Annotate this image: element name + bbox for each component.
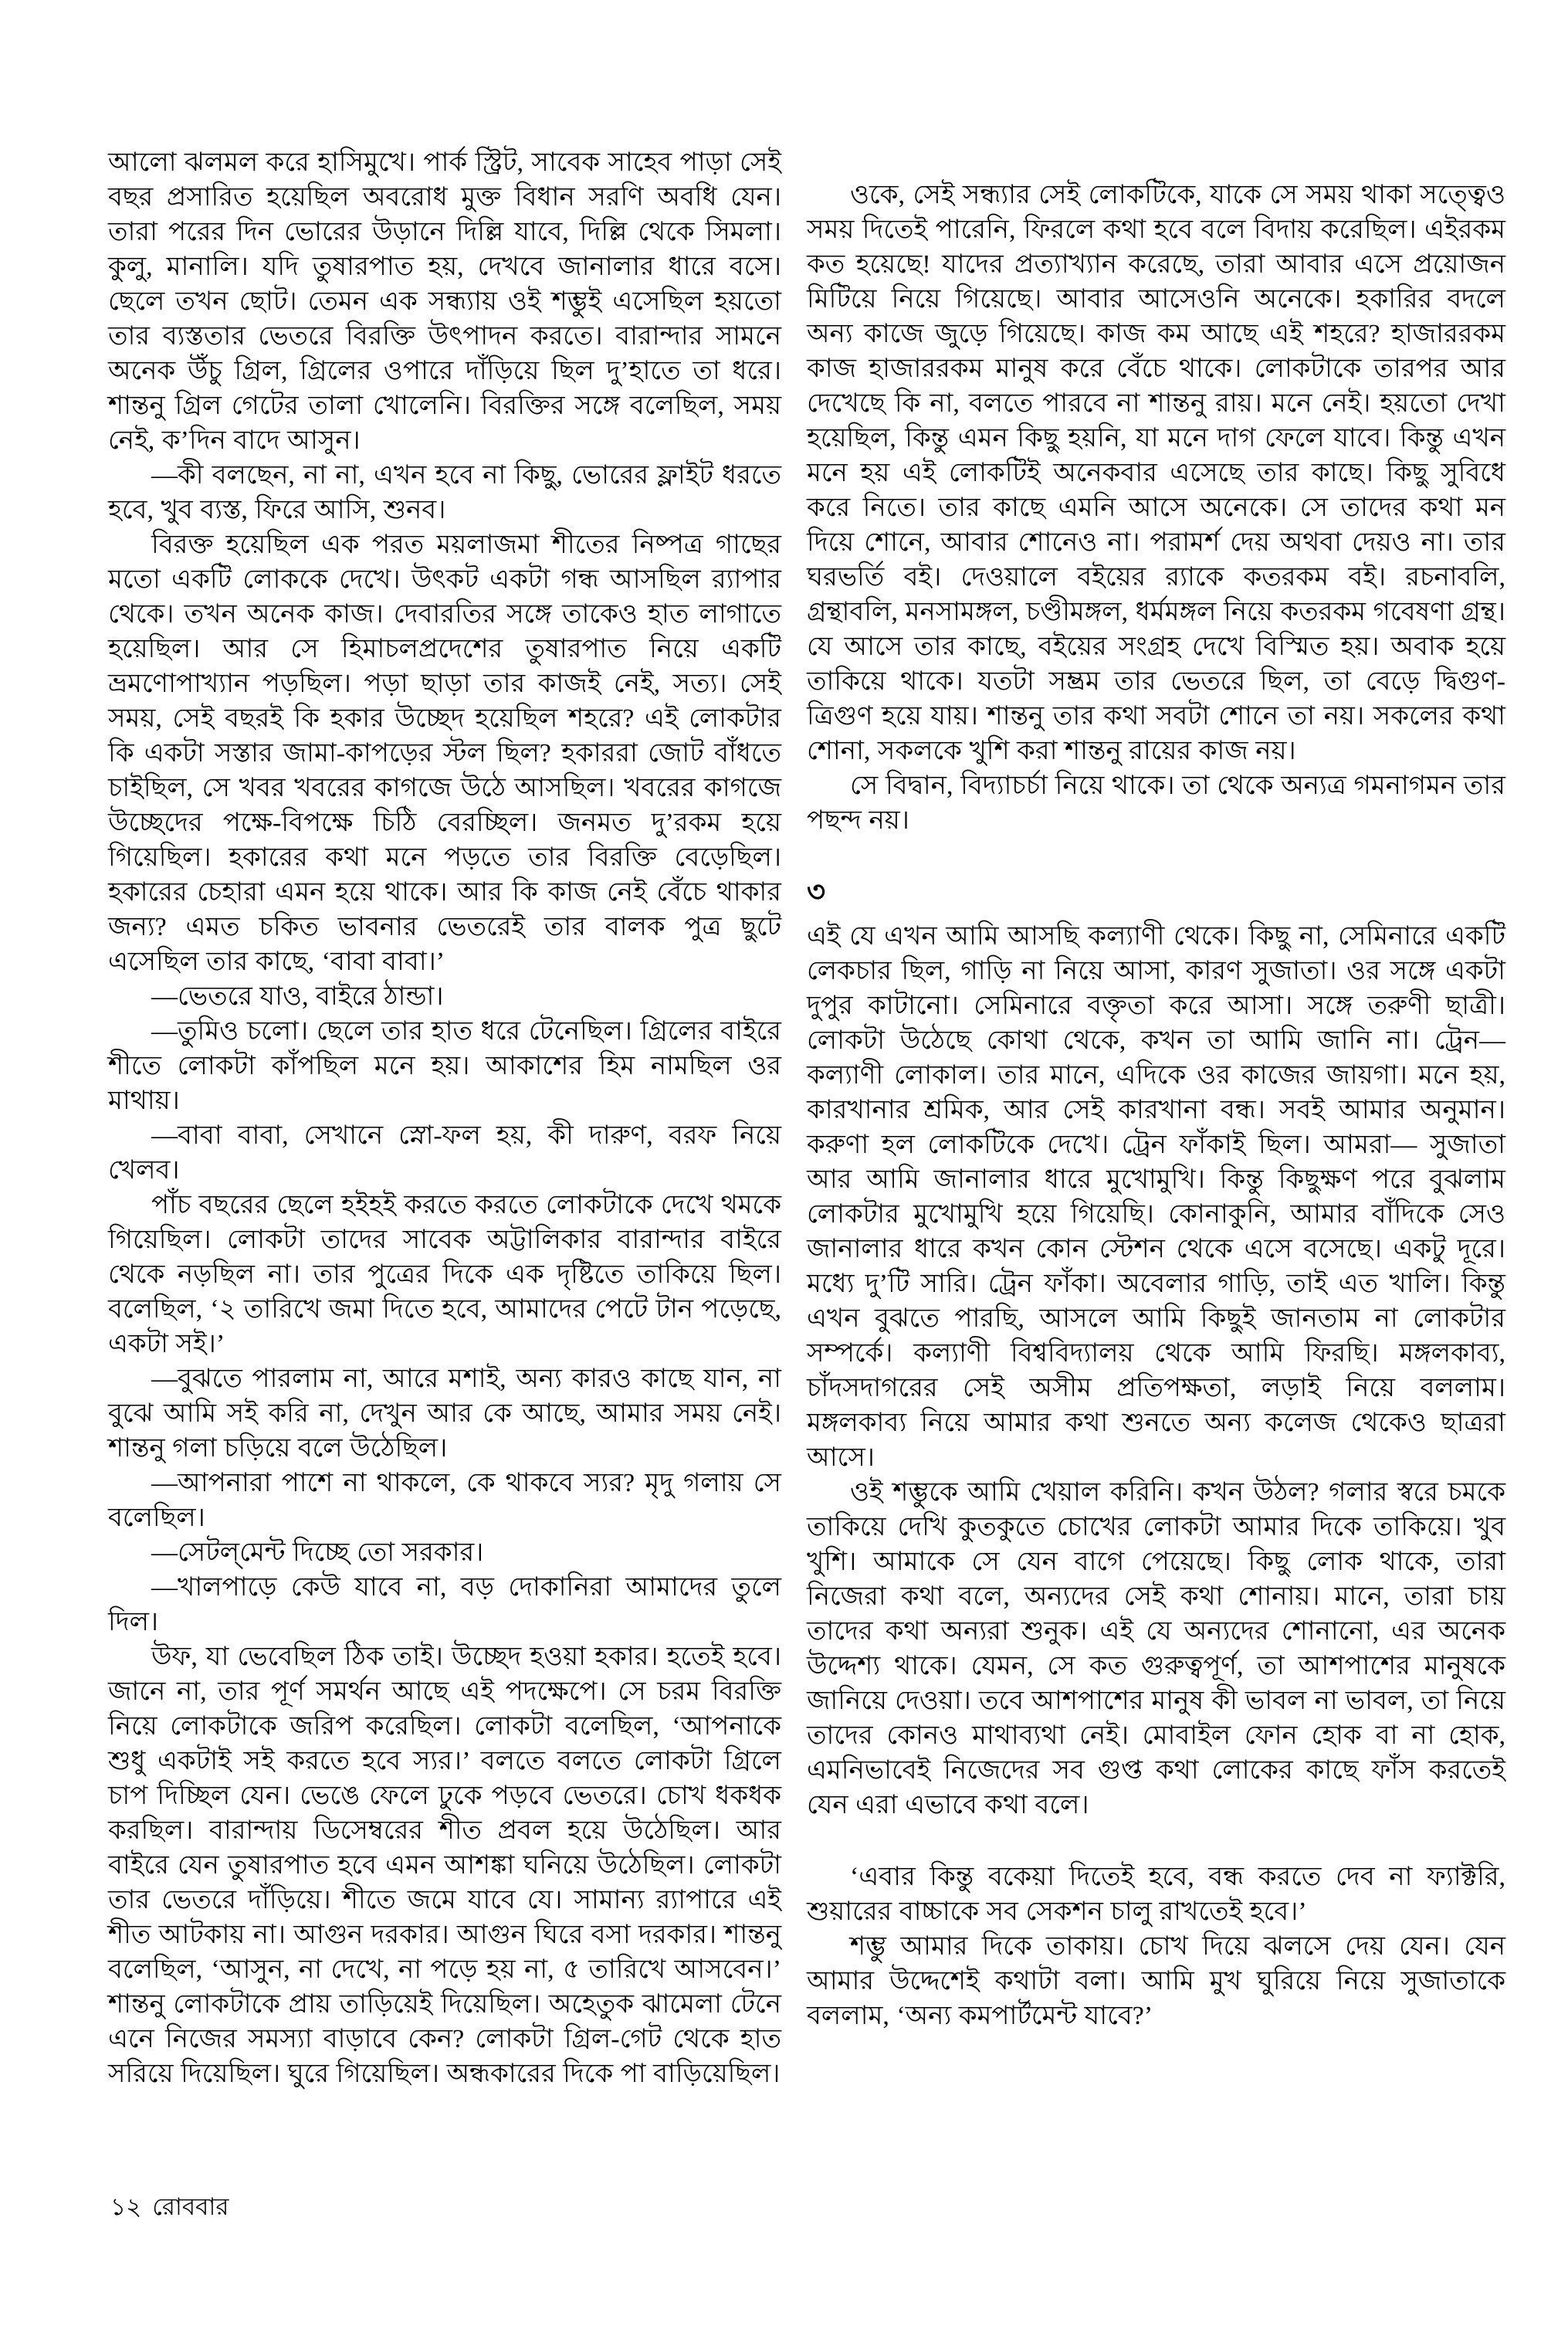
paragraph: বিরক্ত হয়েছিল এক পরত ময়লাজমা শীতের নিষ্পত্র গাছের মতো একটি লোককে দেখে। উৎকট একটা গন্ধ আসছিল র‍্যাপার থেকে। তখন অনেক কাজ। দেবারতির সঙ্গে তাকেও হাত লাগাতে হয়েছিল। আর সে হিমাচলপ্রদেশের তুষারপাত নিয়ে একটি ভ্রমণোপাখ্যান পড়ছিল। পড়া ছাড়া তার কাজই নেই, সত্য। সেই সময়, সেই বছরই কি হকার উচ্ছেদ হয়েছিল শহরে? এই লোকটার কি একটা সস্তার জামা-কাপড়ের স্টল ছিল? হকাররা জোট বাঁধতে চাইছিল, সে খবর খবরের কাগজে উঠে আসছিল। খবরের কাগজে উচ্ছেদের পক্ষে-বিপক্ষে চিঠি বেরচ্ছিল। জনমত দু’রকম হয়ে গিয়েছিল। হকারের কথা মনে পড়তে তার বিরক্তি বেড়েছিল। হকারের চেহারা এমন হয়ে থাকে। আর কি কাজ নেই বেঁচে থাকার জন্য? এমত চকিত ভাবনার ভেতরেই তার বালক পুত্র ছুটে এসেছিল তার কাছে, ‘বাবা বাবা।’ (108, 531, 781, 976)
paragraph: ‘এবার কিন্তু বকেয়া দিতেই হবে, বন্ধ করতে দেব না ফ্যাক্টরি, শুয়ারের বাচ্চাকে সব সেকশন চালু রাখতেই হবে।’ (807, 1863, 1505, 1926)
paragraph: —আপনারা পাশে না থাকলে, কে থাকবে স্যর? মৃদু গলায় সে বলেছিল। (108, 1469, 781, 1532)
paragraph: —ভেতরে যাও, বাইরে ঠান্ডা। (151, 982, 444, 1011)
left-text-column (108, 145, 781, 2091)
page-number: ১২ (110, 2193, 142, 2220)
paragraph: —কী বলছেন, না না, এখন হবে না কিছু, ভোরের ফ্লাইট ধরতে হবে, খুব ব্যস্ত, ফিরে আসি, শুনব। (108, 461, 781, 524)
paragraph: —বুঝতে পারলাম না, আরে মশাই, অন্য কারও কাছে যান, না বুঝে আমি সই করি না, দেখুন আর কে আছে, আমার সময় নেই। শান্তনু গলা চড়িয়ে বলে উঠেছিল। (108, 1365, 781, 1463)
right-text-column (807, 178, 1505, 2033)
paragraph: আলো ঝলমল করে হাসিমুখে। পার্ক স্ট্রিট, সাবেক সাহেব পাড়া সেই বছর প্রসারিত হয়েছিল অবরোধ মুক্ত বিধান সরণি অবধি যেন। তারা পরের দিন ভোরের উড়ানে দিল্লি যাবে, দিল্লি থেকে সিমলা। কুলু, মানালি। যদি তুষারপাত হয়, দেখবে জানালার ধারে বসে। ছেলে তখন ছোট। তেমন এক সন্ধ্যায় ওই শম্ভুই এসেছিল হয়তো তার ব্যস্ততার ভেতরে বিরক্তি উৎপাদন করতে। বারান্দার সামনে অনেক উঁচু গ্রিল, গ্রিলের ওপারে দাঁড়িয়ে ছিল দু’হাতে তা ধরে। শান্তনু গ্রিল গেটের তালা খোলেনি। বিরক্তির সঙ্গে বলেছিল, সময় নেই, ক’দিন বাদে আসুন। (108, 148, 781, 455)
paragraph: —বাবা বাবা, সেখানে স্নো-ফল হয়, কী দারুণ, বরফ নিয়ে খেলব। (108, 1121, 781, 1185)
paragraph: এই যে এখন আমি আসছি কল্যাণী থেকে। কিছু না, সেমিনারে একটি লেকচার ছিল, গাড়ি না নিয়ে আসা, কারণ সুজাতা। ওর সঙ্গে একটা দুপুর কাটানো। সেমিনারে বক্তৃতা করে আসা। সঙ্গে তরুণী ছাত্রী। লোকটা উঠেছে কোথা থেকে, কখন তা আমি জানি না। ট্রেন— কল্যাণী লোকাল। তার মানে, এদিকে ওর কাজের জায়গা। মনে হয়, কারখানার শ্রমিক, আর সেই কারখানা বন্ধ। সবই আমার অনুমান। করুণা হল লোকটিকে দেখে। ট্রেন ফাঁকাই ছিল। আমরা— সুজাতা আর আমি জানালার ধারে মুখোমুখি। কিন্তু কিছুক্ষণ পরে বুঝলাম লোকটার মুখোমুখি হয়ে গিয়েছি। কোনাকুনি, আমার বাঁদিকে সেও জানালার ধারে কখন কোন স্টেশন থেকে এসে বসেছে। একটু দূরে। মধ্যে দু’টি সারি। ট্রেন ফাঁকা। অবেলার গাড়ি, তাই এত খালি। কিন্তু এখন বুঝতে পারছি, আসলে আমি কিছুই জানতাম না লোকটার সম্পর্কে। কল্যাণী বিশ্ববিদ্যালয় থেকে আমি ফিরছি। মঙ্গলকাব্য, চাঁদসদাগরের সেই অসীম প্রতিপক্ষতা, লড়াই নিয়ে বললাম। মঙ্গলকাব্য নিয়ে আমার কথা শুনতে অন্য কলেজ থেকেও ছাত্ররা আসে। (807, 922, 1505, 1472)
paragraph: ওকে, সেই সন্ধ্যার সেই লোকটিকে, যাকে সে সময় থাকা সত্ত্বেও সময় দিতেই পারেনি, ফিরলে কথা হবে বলে বিদায় করেছিল। এইরকম কত হয়েছে! যাদের প্রত্যাখ্যান করেছে, তারা আবার এসে প্রয়োজন মিটিয়ে নিয়ে গিয়েছে। আবার আসেওনি অনেকে। হকারির বদলে অন্য কাজে জুড়ে গিয়েছে। কাজ কম আছে এই শহরে? হাজাররকম কাজ হাজাররকম মানুষ করে বেঁচে থাকে। লোকটাকে তারপর আর দেখেছে কি না, বলতে পারবে না শান্তনু রায়। মনে নেই। হয়তো দেখা হয়েছিল, কিন্তু এমন কিছু হয়নি, যা মনে দাগ ফেলে যাবে। কিন্তু এখন মনে হয় এই লোকটিই অনেকবার এসেছে তার কাছে। কিছু সুবিধে করে নিতে। তার কাছে এমনি আসে অনেকে। সে তাদের কথা মন দিয়ে শোনে, আবার শোনেও না। পরামর্শ দেয় অথবা দেয়ও না। তার ঘরভর্তি বই। দেওয়ালে বইয়ের র‍্যাকে কতরকম বই। রচনাবলি, গ্রন্থাবলি, মনসামঙ্গল, চণ্ডীমঙ্গল, ধর্মমঙ্গল নিয়ে কতরকম গবেষণা গ্রন্থ। যে আসে তার কাছে, বইয়ের সংগ্রহ দেখে বিস্মিত হয়। অবাক হয়ে তাকিয়ে থাকে। যতটা সম্ভ্রম তার ভেতরে ছিল, তা বেড়ে দ্বিগুণ-ত্রিগুণ হয়ে যায়। শান্তনু তার কথা সবটা শোনে তা নয়। সকলের কথা শোনা, সকলকে খুশি করা শান্তনু রায়ের কাজ নয়। (807, 181, 1505, 765)
right-column-top-paragraphs (807, 178, 1505, 838)
paragraph: উফ, যা ভেবেছিল ঠিক তাই। উচ্ছেদ হওয়া হকার। হতেই হবে। জানে না, তার পূর্ণ সমর্থন আছে এই পদক্ষেপে। সে চরম বিরক্তি নিয়ে লোকটাকে জরিপ করেছিল। লোকটা বলেছিল, ‘আপনাকে শুধু একটাই সই করতে হবে স্যর।’ বলতে বলতে লোকটা গ্রিলে চাপ দিচ্ছিল যেন। ভেঙে ফেলে ঢুকে পড়বে ভেতরে। চোখ ধকধক করছিল। বারান্দায় ডিসেম্বরের শীত প্রবল হয়ে উঠেছিল। আর বাইরে যেন তুষারপাত হবে এমন আশঙ্কা ঘনিয়ে উঠেছিল। লোকটা তার ভেতরে দাঁড়িয়ে। শীতে জমে যাবে যে। সামান্য র‍্যাপারে এই শীত আটকায় না। আগুন দরকার। আগুন ঘিরে বসা দরকার। শান্তনু বলেছিল, ‘আসুন, না দেখে, না পড়ে হয় না, ৫ তারিখে আসবেন।’ শান্তনু লোকটাকে প্রায় তাড়িয়েই দিয়েছিল। অহেতুক ঝামেলা টেনে এনে নিজের সমস্যা বাড়াবে কেন? লোকটা গ্রিল-গেট থেকে হাত সরিয়ে দিয়েছিল। ঘুরে গিয়েছিল। অন্ধকারের দিকে পা বাড়িয়েছিল। (108, 1643, 781, 2088)
page-footer (110, 2192, 229, 2223)
magazine-name: রোববার (152, 2193, 229, 2220)
paragraph: পাঁচ বছরের ছেলে হইহই করতে করতে লোকটাকে দেখে থমকে গিয়েছিল। লোকটা তাদের সাবেক অট্টালিকার বারান্দার বাইরে থেকে নড়ছিল না। তার পুত্রের দিকে এক দৃষ্টিতে তাকিয়ে ছিল। বলেছিল, ‘২ তারিখে জমা দিতে হবে, আমাদের পেটে টান পড়েছে, একটা সই।’ (108, 1191, 781, 1358)
section-number: ৩ (807, 876, 826, 908)
paragraph: ওই শম্ভুকে আমি খেয়াল করিনি। কখন উঠল? গলার স্বরে চমকে তাকিয়ে দেখি কুতকুতে চোখের লোকটা আমার দিকে তাকিয়ে। খুব খুশি। আমাকে সে যেন বাগে পেয়েছে। কিছু লোক থাকে, তারা নিজেরা কথা বলে, অন্যদের সেই কথা শোনায়। মানে, তারা চায় তাদের কথা অন্যরা শুনুক। এই যে অন্যদের শোনানো, এর অনেক উদ্দেশ্য থাকে। যেমন, সে কত গুরুত্বপূর্ণ, তা আশপাশের মানুষকে জানিয়ে দেওয়া। তবে আশপাশের মানুষ কী ভাবল না ভাবল, তা নিয়ে তাদের কোনও মাথাব্যথা নেই। মোবাইল ফোন হোক বা না হোক, এমনিভাবেই নিজেদের সব গুপ্ত কথা লোকের কাছে ফাঁস করতেই যেন এরা এভাবে কথা বলে। (807, 1478, 1505, 1819)
paragraph: —খালপাড়ে কেউ যাবে না, বড় দোকানিরা আমাদের তুলে দিল। (108, 1573, 781, 1636)
right-column-bottom-paragraphs (807, 919, 1505, 2033)
paragraph: শম্ভু আমার দিকে তাকায়। চোখ দিয়ে ঝলসে দেয় যেন। যেন আমার উদ্দেশেই কথাটা বলা। আমি মুখ ঘুরিয়ে নিয়ে সুজাতাকে বললাম, ‘অন্য কমপার্টমেন্ট যাবে?’ (807, 1932, 1505, 2030)
paragraph: —সেটল্‌মেন্ট দিচ্ছে তো সরকার। (151, 1538, 484, 1567)
paragraph: সে বিদ্বান, বিদ্যাচর্চা নিয়ে থাকে। তা থেকে অন্যত্র গমনাগমন তার পছন্দ নয়। (807, 771, 1505, 835)
paragraph: —তুমিও চলো। ছেলে তার হাত ধরে টেনেছিল। গ্রিলের বাইরে শীতে লোকটা কাঁপছিল মনে হয়। আকাশের হিম নামছিল ওর মাথায়। (108, 1017, 781, 1115)
